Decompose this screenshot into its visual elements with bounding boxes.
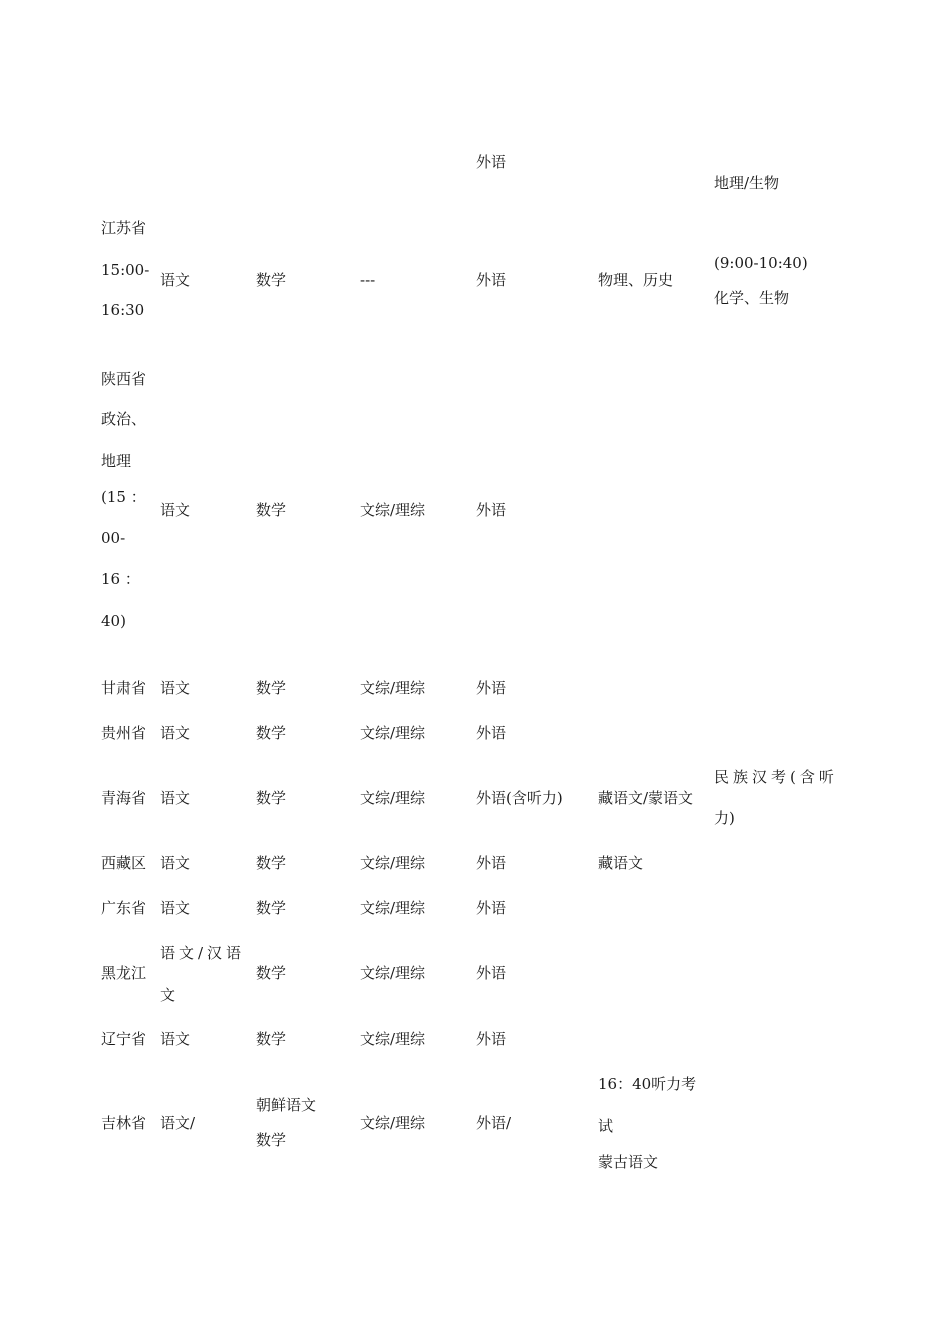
jiangsu-time-1: 15:00- [101, 261, 150, 279]
xizang-yuwen: 语文 [160, 854, 191, 872]
shaanxi-note-5: 16 ： [101, 570, 140, 588]
jilin-shuxue-1: 朝鲜语文 [256, 1096, 317, 1114]
guizhou-waiyu: 外语 [476, 724, 507, 742]
jiangsu-zonghe: --- [360, 271, 376, 289]
heilongjiang-zonghe: 文综/理综 [360, 964, 426, 982]
top-waiyu: 外语 [476, 153, 507, 171]
guangdong-waiyu: 外语 [476, 899, 507, 917]
shaanxi-note-4: 00- [101, 529, 126, 547]
gansu-shuxue: 数学 [256, 679, 287, 697]
xizang-waiyu: 外语 [476, 854, 507, 872]
guizhou-yuwen: 语文 [160, 724, 191, 742]
jiangsu-other2-time: (9:00-10:40) [714, 254, 808, 272]
shaanxi-zonghe: 文综/理综 [360, 501, 426, 519]
jiangsu-other1: 物理、历史 [598, 271, 674, 289]
xizang-other1: 藏语文 [598, 854, 644, 872]
qinghai-waiyu: 外语(含听力) [476, 789, 563, 807]
liaoning-shuxue: 数学 [256, 1030, 287, 1048]
heilongjiang-yuwen-1: 语文/汉语 [160, 944, 246, 962]
heilongjiang-waiyu: 外语 [476, 964, 507, 982]
xizang-zonghe: 文综/理综 [360, 854, 426, 872]
province-qinghai: 青海省 [101, 789, 147, 807]
heilongjiang-shuxue: 数学 [256, 964, 287, 982]
heilongjiang-yuwen-2: 文 [160, 986, 176, 1004]
province-jilin: 吉林省 [101, 1114, 147, 1132]
jiangsu-yuwen: 语文 [160, 271, 191, 289]
liaoning-zonghe: 文综/理综 [360, 1030, 426, 1048]
liaoning-waiyu: 外语 [476, 1030, 507, 1048]
jilin-shuxue-2: 数学 [256, 1131, 287, 1149]
guizhou-shuxue: 数学 [256, 724, 287, 742]
shaanxi-shuxue: 数学 [256, 501, 287, 519]
province-liaoning: 辽宁省 [101, 1030, 147, 1048]
qinghai-other2-2: 力) [714, 809, 735, 827]
qinghai-zonghe: 文综/理综 [360, 789, 426, 807]
shaanxi-note-6: 40) [101, 612, 126, 630]
guizhou-zonghe: 文综/理综 [360, 724, 426, 742]
shaanxi-yuwen: 语文 [160, 501, 191, 519]
province-guangdong: 广东省 [101, 899, 147, 917]
gansu-zonghe: 文综/理综 [360, 679, 426, 697]
qinghai-other1: 藏语文/蒙语文 [598, 789, 694, 807]
gansu-yuwen: 语文 [160, 679, 191, 697]
shaanxi-note-2: 地理 [101, 452, 132, 470]
province-guizhou: 贵州省 [101, 724, 147, 742]
jiangsu-waiyu: 外语 [476, 271, 507, 289]
jilin-other1-1: 16：40听力考 [598, 1075, 697, 1093]
jiangsu-shuxue: 数学 [256, 271, 287, 289]
jilin-waiyu: 外语/ [476, 1114, 512, 1132]
province-jiangsu: 江苏省 [101, 219, 147, 237]
province-gansu: 甘肃省 [101, 679, 147, 697]
province-heilongjiang: 黑龙江 [101, 964, 147, 982]
province-shaanxi: 陕西省 [101, 370, 147, 388]
jilin-yuwen: 语文/ [160, 1114, 196, 1132]
qinghai-other2-1: 民族汉考(含听 [714, 768, 838, 786]
province-xizang: 西藏区 [101, 854, 147, 872]
guangdong-shuxue: 数学 [256, 899, 287, 917]
qinghai-shuxue: 数学 [256, 789, 287, 807]
guangdong-zonghe: 文综/理综 [360, 899, 426, 917]
shaanxi-note-3: (15 ： [101, 488, 146, 506]
jiangsu-other2-subjects: 化学、生物 [714, 289, 790, 307]
gansu-waiyu: 外语 [476, 679, 507, 697]
top-dili-shengwu: 地理/生物 [714, 174, 780, 192]
jilin-other1-2: 试 [598, 1117, 614, 1135]
jilin-other1-3: 蒙古语文 [598, 1153, 659, 1171]
liaoning-yuwen: 语文 [160, 1030, 191, 1048]
jilin-zonghe: 文综/理综 [360, 1114, 426, 1132]
xizang-shuxue: 数学 [256, 854, 287, 872]
qinghai-yuwen: 语文 [160, 789, 191, 807]
shaanxi-waiyu: 外语 [476, 501, 507, 519]
jiangsu-time-2: 16:30 [101, 301, 145, 319]
shaanxi-note-1: 政治、 [101, 410, 147, 428]
guangdong-yuwen: 语文 [160, 899, 191, 917]
